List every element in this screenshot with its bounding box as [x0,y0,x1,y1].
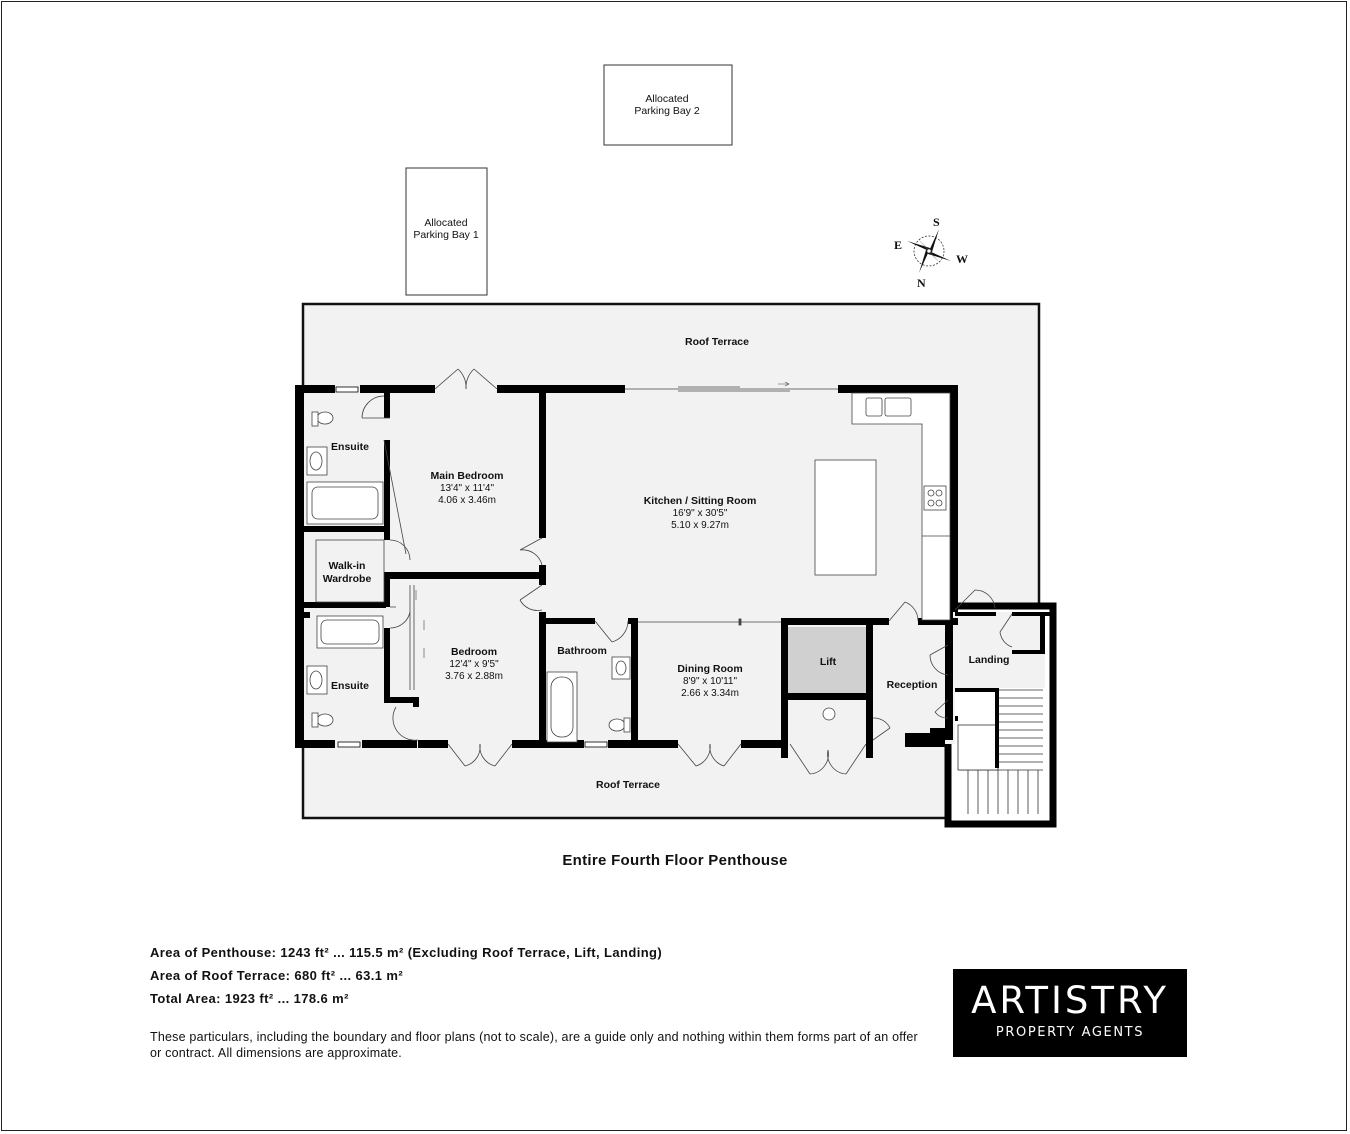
compass-e: E [894,238,903,252]
lift-label: Lift [819,656,837,668]
main-bedroom-metric: 4.06 x 3.46m [438,495,496,506]
area-penthouse: Area of Penthouse: 1243 ft² ... 115.5 m² (Excluding Roof Terrace, Lift, Landing) [150,945,663,960]
bedroom-metric: 3.76 x 2.88m [445,671,503,682]
compass-n: N [917,276,926,290]
dining-metric: 2.66 x 3.34m [681,688,739,699]
roof-terrace-bottom-label: Roof Terrace [596,779,660,791]
roof-terrace-top-label: Roof Terrace [685,336,749,348]
main-bedroom-imperial: 13'4" x 11'4" [439,483,495,494]
parking-bay-1-label-1: Allocated [424,217,468,229]
dining-label: Dining Room [677,663,743,675]
walkin-label-2: Wardrobe [322,573,372,585]
staircase-block [946,606,1053,824]
disclaimer-text: These particulars, including the boundary and floor plans (not to scale), are a guide only and nothing within them forms part of an offer or contract. All dimensions are approximate. [150,1030,918,1060]
plan-title: Entire Fourth Floor Penthouse [562,852,788,869]
bedroom-label: Bedroom [450,646,498,658]
kitchen-label: Kitchen / Sitting Room [643,495,757,507]
dining-imperial: 8'9" x 10'11" [682,676,738,687]
ensuite-bottom-label: Ensuite [331,680,369,692]
area-roof-terrace: Area of Roof Terrace: 680 ft² ... 63.1 m² [150,968,404,983]
parking-bay-2-label-1: Allocated [645,93,689,105]
compass-rose-icon [894,215,968,290]
landing-label: Landing [968,654,1010,666]
logo-subtitle: PROPERTY AGENTS [995,1025,1145,1040]
kitchen-imperial: 16'9" x 30'5" [672,508,728,519]
reception-label: Reception [886,679,938,691]
logo-name: ARTISTRY [971,979,1169,1022]
artistry-logo [953,969,1187,1057]
area-total: Total Area: 1923 ft² ... 178.6 m² [150,991,349,1006]
walkin-label-1: Walk-in [328,560,366,572]
kitchen-metric: 5.10 x 9.27m [671,520,729,531]
main-bedroom-label: Main Bedroom [430,470,504,482]
bathroom-label: Bathroom [557,645,607,657]
bedroom-imperial: 12'4" x 9'5" [449,659,499,670]
compass-w: W [956,252,968,266]
compass-s: S [933,215,940,229]
parking-bay-1-label-2: Parking Bay 1 [413,229,479,241]
ensuite-top-label: Ensuite [331,441,369,453]
parking-bay-2-label-2: Parking Bay 2 [634,105,700,117]
